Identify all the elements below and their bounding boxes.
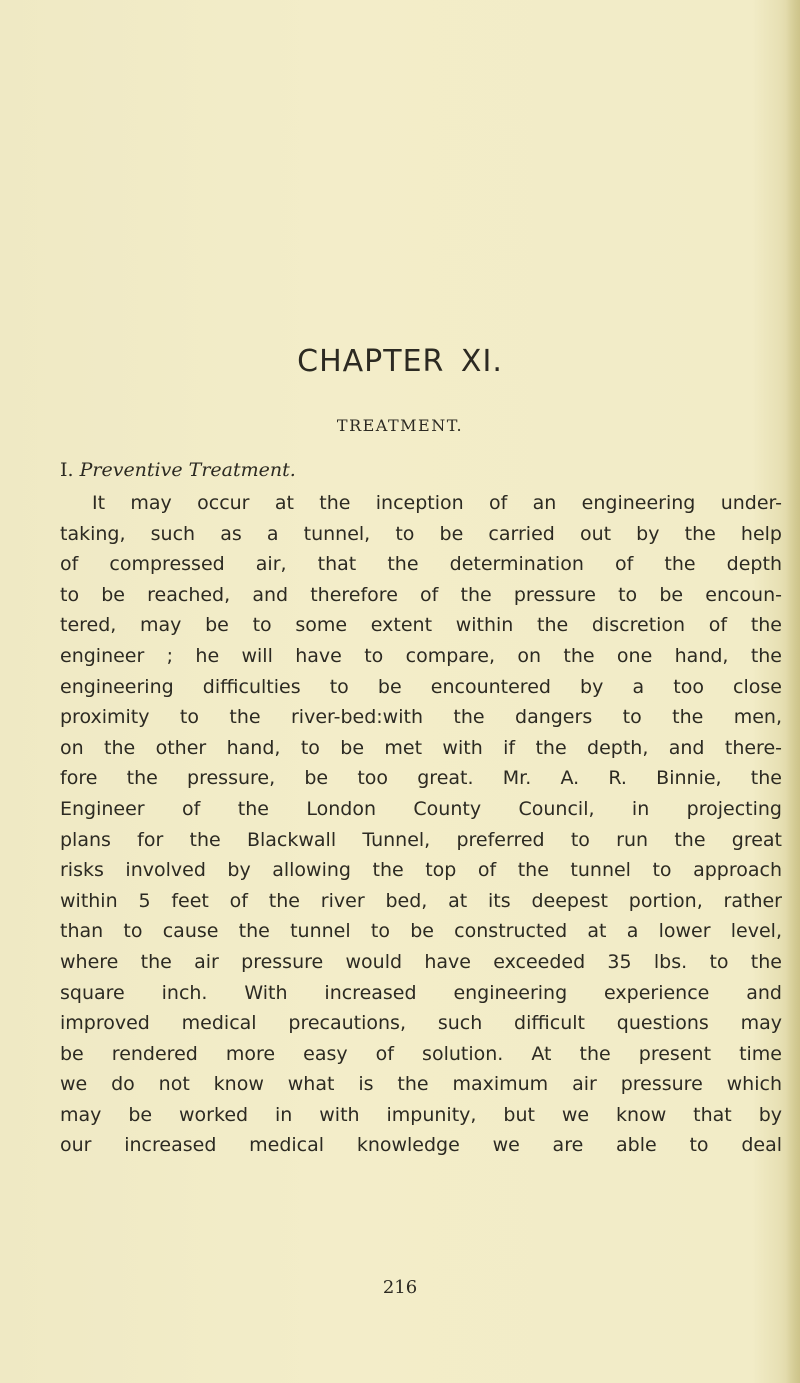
paragraph-line: plans for the Blackwall Tunnel, preferred to run the great bbox=[60, 828, 782, 851]
chapter-title: CHAPTER XI. bbox=[297, 344, 503, 379]
paragraph-line: proximity to the river-bed:with the dangers to the men, bbox=[60, 706, 782, 729]
page-number: 216 bbox=[382, 1277, 418, 1298]
paragraph-line: square inch. With increased engineering experience and bbox=[60, 981, 782, 1004]
paragraph-line: engineer ; he will have to compare, on the one hand, the bbox=[60, 644, 782, 667]
paragraph-line: we do not know what is the maximum air pressure which bbox=[60, 1073, 782, 1096]
paragraph-line: engineering difficulties to be encountered by a too close bbox=[60, 675, 782, 698]
paragraph-line: to be reached, and therefore of the pressure to be encoun- bbox=[60, 583, 782, 606]
paragraph-line: fore the pressure, be too great. Mr. A. R. Binnie, the bbox=[60, 767, 782, 790]
paragraph-line: It may occur at the inception of an engineering under- bbox=[92, 492, 782, 514]
subsection-title: Preventive Treatment. bbox=[79, 459, 296, 481]
section-heading: TREATMENT. bbox=[336, 416, 464, 435]
paragraph-line: be rendered more easy of solution. At the present time bbox=[60, 1042, 782, 1065]
paragraph-line: tered, may be to some extent within the discretion of the bbox=[60, 614, 782, 637]
paragraph-line: Engineer of the London County Council, in projecting bbox=[60, 797, 782, 820]
paragraph-line: where the air pressure would have exceeded 35 lbs. to the bbox=[60, 950, 782, 973]
paragraph-line: on the other hand, to be met with if the depth, and there- bbox=[60, 736, 782, 759]
paragraph-line: than to cause the tunnel to be constructed at a lower level, bbox=[60, 920, 782, 943]
paragraph-line: our increased medical knowledge we are able to deal bbox=[60, 1134, 782, 1157]
paragraph-line: may be worked in with impunity, but we know that by bbox=[60, 1103, 782, 1126]
page-edge-shadow bbox=[786, 0, 800, 1383]
paragraph-line: of compressed air, that the determination of the depth bbox=[60, 553, 782, 576]
body-paragraph bbox=[60, 488, 782, 1161]
subsection-number: I. bbox=[60, 459, 74, 481]
paragraph-line: taking, such as a tunnel, to be carried out by the help bbox=[60, 522, 782, 545]
subsection-heading bbox=[60, 458, 296, 482]
paragraph-line: risks involved by allowing the top of the tunnel to approach bbox=[60, 859, 782, 882]
paragraph-line: improved medical precautions, such difficult questions may bbox=[60, 1012, 782, 1035]
paragraph-line: within 5 feet of the river bed, at its deepest portion, rather bbox=[60, 889, 782, 912]
